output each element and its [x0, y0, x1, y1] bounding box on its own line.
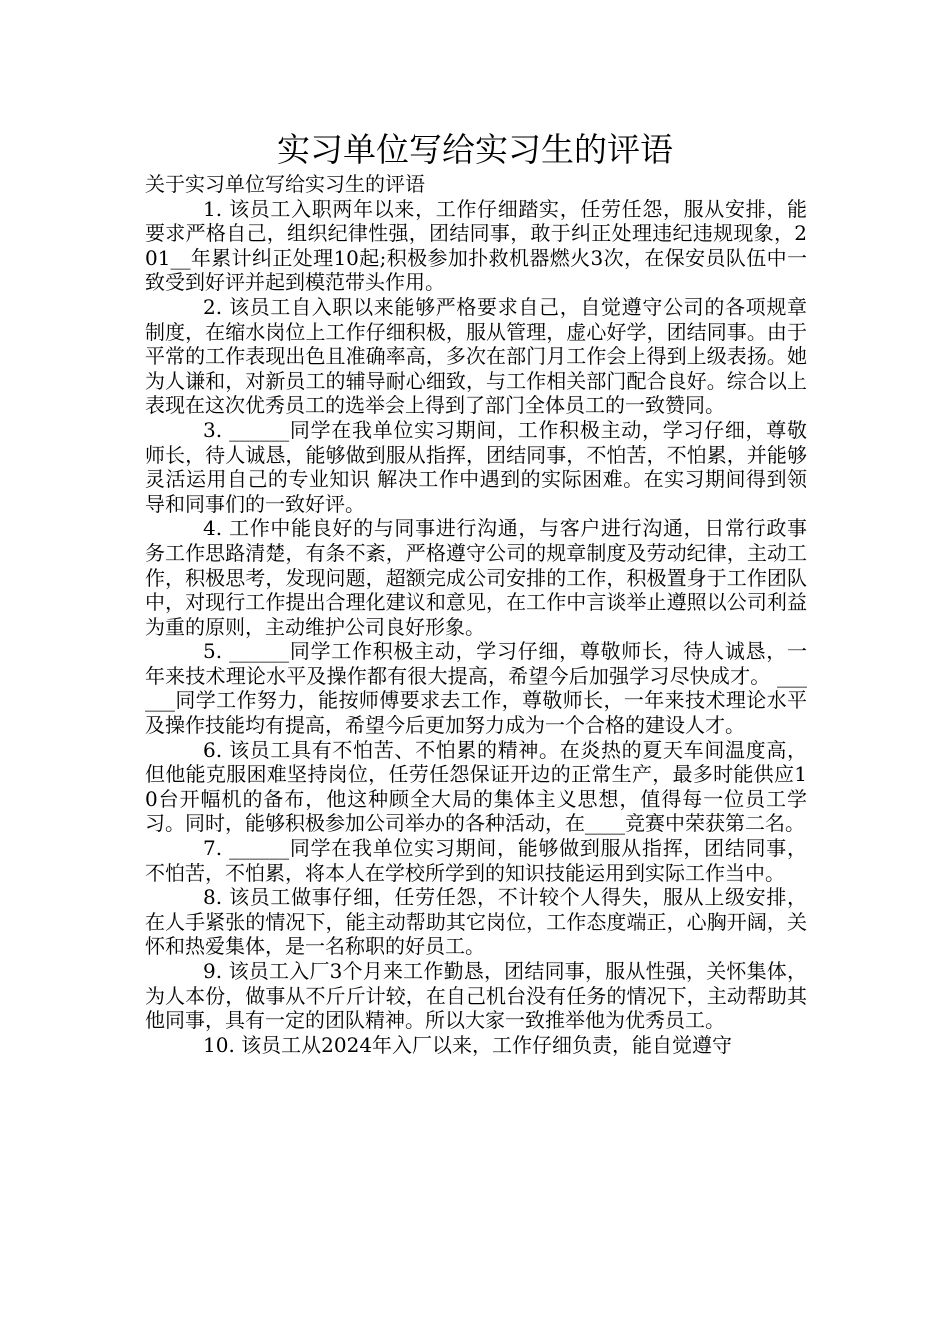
- paragraph-6: 6. 该员工具有不怕苦、不怕累的精神。在炎热的夏天车间温度高，但他能克服困难坚持岗位，任劳任怨保证开边的正常生产，最多时能供应10台开幅机的备布，他这种顾全大局的集体主义思想，值得每一位员工学习。同时，能够积极参加公司举办的各种活动，在____竞赛中荣获第二名。: [145, 737, 807, 836]
- paragraph-9: 9. 该员工入厂3个月来工作勤恳，团结同事，服从性强，关怀集体，为人本份，做事从不斤斤计较，在自己机台没有任务的情况下，主动帮助其他同事，具有一定的团队精神。所以大家一致推举他为优秀员工。: [145, 959, 807, 1033]
- document-subtitle: 关于实习单位写给实习生的评语: [145, 172, 425, 196]
- paragraph-7: 7. ______同学在我单位实习期间，能够做到服从指挥，团结同事，不怕苦，不怕累，将本人在学校所学到的知识技能运用到实际工作当中。: [145, 836, 807, 885]
- document-body: [145, 172, 807, 1057]
- paragraph-1: 1. 该员工入职两年以来，工作仔细踏实，任劳任怨，服从安排，能要求严格自己，组织纪律性强，团结同事，敢于纠正处理违纪违规现象，201__年累计纠正处理10起;积极参加扑救机器燃火3次，在保安员队伍中一致受到好评并起到模范带头作用。: [145, 196, 807, 295]
- document-title: 实习单位写给实习生的评语: [277, 130, 673, 169]
- paragraph-3: 3. ______同学在我单位实习期间，工作积极主动，学习仔细，尊敬师长，待人诚恳，能够做到服从指挥，团结同事，不怕苦，不怕累，并能够灵活运用自己的专业知识 解决工作中遇到的实际困难。在实习期间得到领导和同事们的一致好评。: [145, 417, 807, 516]
- paragraph-5: 5. ______同学工作积极主动，学习仔细，尊敬师长，待人诚恳，一年来技术理论水平及操作都有很大提高，希望今后加强学习尽快成才。 ______同学工作努力，能按师傅要求去工作，尊敬师长，一年来技术理论水平及操作技能均有提高，希望今后更加努力成为一个合格的建设人才。: [145, 639, 807, 738]
- paragraph-8: 8. 该员工做事仔细，任劳任怨，不计较个人得失，服从上级安排，在人手紧张的情况下，能主动帮助其它岗位，工作态度端正，心胸开阔，关怀和热爱集体，是一名称职的好员工。: [145, 885, 807, 959]
- paragraph-4: 4. 工作中能良好的与同事进行沟通，与客户进行沟通，日常行政事务工作思路清楚，有条不紊，严格遵守公司的规章制度及劳动纪律，主动工作，积极思考，发现问题，超额完成公司安排的工作，积极置身于工作团队中，对现行工作提出合理化建议和意见，在工作中言谈举止遵照以公司利益为重的原则，主动维护公司良好形象。: [145, 516, 807, 639]
- paragraph-2: 2. 该员工自入职以来能够严格要求自己，自觉遵守公司的各项规章制度，在缩水岗位上工作仔细积极，服从管理，虚心好学，团结同事。由于平常的工作表现出色且准确率高，多次在部门月工作会上得到上级表扬。她为人谦和，对新员工的辅导耐心细致，与工作相关部门配合良好。综合以上表现在这次优秀员工的选举会上得到了部门全体员工的一致赞同。: [145, 294, 807, 418]
- paragraph-10: 10. 该员工从2024年入厂以来，工作仔细负责，能自觉遵守: [203, 1032, 733, 1057]
